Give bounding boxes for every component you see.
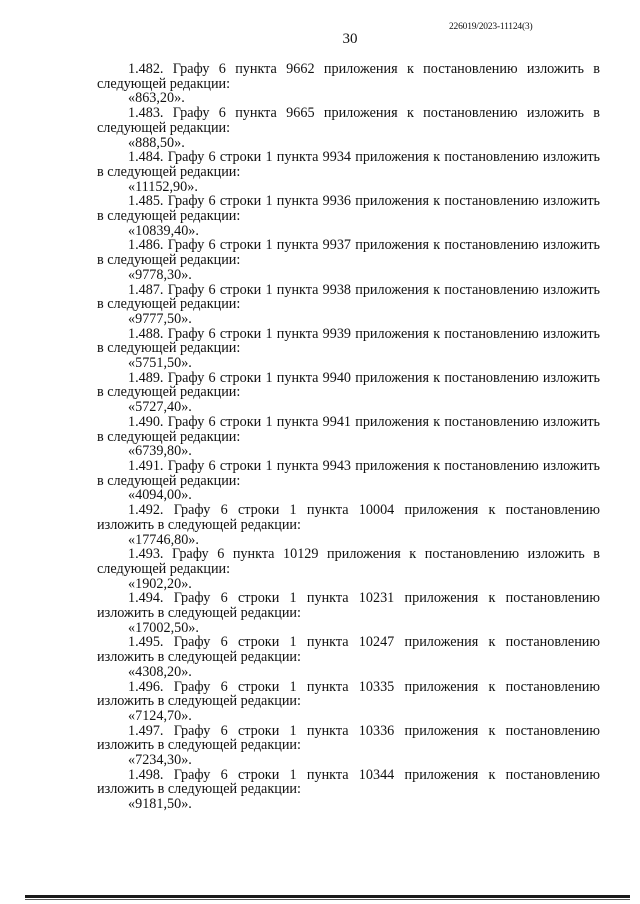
amendment-item bbox=[97, 194, 600, 238]
amendment-text: 1.484. Графу 6 строки 1 пункта 9934 приложения к постановлению изложить в следующей редакции: bbox=[97, 149, 600, 180]
amendment-value: «9778,30». bbox=[128, 266, 192, 283]
amendment-item bbox=[97, 591, 600, 635]
amendment-text: 1.482. Графу 6 пункта 9662 приложения к постановлению изложить в следующей редакции: bbox=[97, 61, 600, 92]
amendment-item bbox=[97, 547, 600, 591]
amendment-item bbox=[97, 415, 600, 459]
amendment-text: 1.492. Графу 6 строки 1 пункта 10004 приложения к постановлению изложить в следующей редакции: bbox=[97, 502, 600, 533]
amendment-value: «7124,70». bbox=[128, 707, 192, 724]
amendment-text: 1.490. Графу 6 строки 1 пункта 9941 приложения к постановлению изложить в следующей редакции: bbox=[97, 413, 600, 445]
amendment-value: «5727,40». bbox=[128, 399, 192, 416]
amendment-item bbox=[97, 106, 600, 150]
amendment-value: «9777,50». bbox=[128, 310, 192, 327]
amendment-value: «17746,80». bbox=[128, 531, 199, 548]
amendment-value: «6739,80». bbox=[128, 443, 192, 460]
document-registration-code: 226019/2023-11124(3) bbox=[449, 22, 533, 32]
amendment-text: 1.488. Графу 6 строки 1 пункта 9939 приложения к постановлению изложить в следующей редакции: bbox=[97, 325, 600, 357]
amendment-text: 1.489. Графу 6 строки 1 пункта 9940 приложения к постановлению изложить в следующей редакции: bbox=[97, 369, 600, 401]
amendment-item bbox=[97, 238, 600, 282]
amendment-text: 1.498. Графу 6 строки 1 пункта 10344 приложения к постановлению изложить в следующей редакции: bbox=[97, 766, 600, 798]
amendment-item bbox=[97, 371, 600, 415]
amendment-text: 1.494. Графу 6 строки 1 пункта 10231 приложения к постановлению изложить в следующей редакции: bbox=[97, 590, 600, 622]
amendment-text: 1.483. Графу 6 пункта 9665 приложения к постановлению изложить в следующей редакции: bbox=[97, 105, 600, 136]
amendment-item bbox=[97, 680, 600, 724]
footer-divider bbox=[25, 895, 630, 898]
amendment-value: «863,20». bbox=[128, 90, 185, 107]
page-number: 30 bbox=[342, 31, 358, 47]
amendment-item bbox=[97, 327, 600, 371]
amendment-item bbox=[97, 459, 600, 503]
amendment-text: 1.496. Графу 6 строки 1 пункта 10335 приложения к постановлению изложить в следующей редакции: bbox=[97, 678, 600, 710]
amendment-text: 1.485. Графу 6 строки 1 пункта 9936 приложения к постановлению изложить в следующей редакции: bbox=[97, 193, 600, 225]
amendment-value: «4094,00». bbox=[128, 487, 192, 504]
footer-divider-thin bbox=[25, 899, 630, 900]
amendment-item bbox=[97, 768, 600, 812]
document-body bbox=[97, 62, 600, 812]
amendment-item bbox=[97, 62, 600, 106]
amendment-text: 1.497. Графу 6 строки 1 пункта 10336 приложения к постановлению изложить в следующей редакции: bbox=[97, 722, 600, 754]
amendment-value: «4308,20». bbox=[128, 663, 192, 680]
amendment-value: «7234,30». bbox=[128, 752, 192, 769]
amendment-value: «11152,90». bbox=[128, 178, 198, 195]
amendment-text: 1.491. Графу 6 строки 1 пункта 9943 приложения к постановлению изложить в следующей редакции: bbox=[97, 457, 600, 489]
amendment-text: 1.486. Графу 6 строки 1 пункта 9937 приложения к постановлению изложить в следующей редакции: bbox=[97, 237, 600, 269]
amendment-item bbox=[97, 283, 600, 327]
amendment-item bbox=[97, 635, 600, 679]
amendment-value: «17002,50». bbox=[128, 619, 199, 636]
amendment-value: «1902,20». bbox=[128, 575, 192, 592]
amendment-item bbox=[97, 503, 600, 547]
amendment-value: «5751,50». bbox=[128, 355, 192, 372]
amendment-item bbox=[97, 724, 600, 768]
amendment-text: 1.493. Графу 6 пункта 10129 приложения к постановлению изложить в следующей редакции: bbox=[97, 546, 600, 577]
amendment-item bbox=[97, 150, 600, 194]
amendment-value: «888,50». bbox=[128, 134, 185, 151]
amendment-value: «9181,50». bbox=[128, 796, 192, 813]
amendment-text: 1.495. Графу 6 строки 1 пункта 10247 приложения к постановлению изложить в следующей редакции: bbox=[97, 634, 600, 666]
amendment-text: 1.487. Графу 6 строки 1 пункта 9938 приложения к постановлению изложить в следующей редакции: bbox=[97, 281, 600, 313]
amendment-value: «10839,40». bbox=[128, 222, 199, 239]
